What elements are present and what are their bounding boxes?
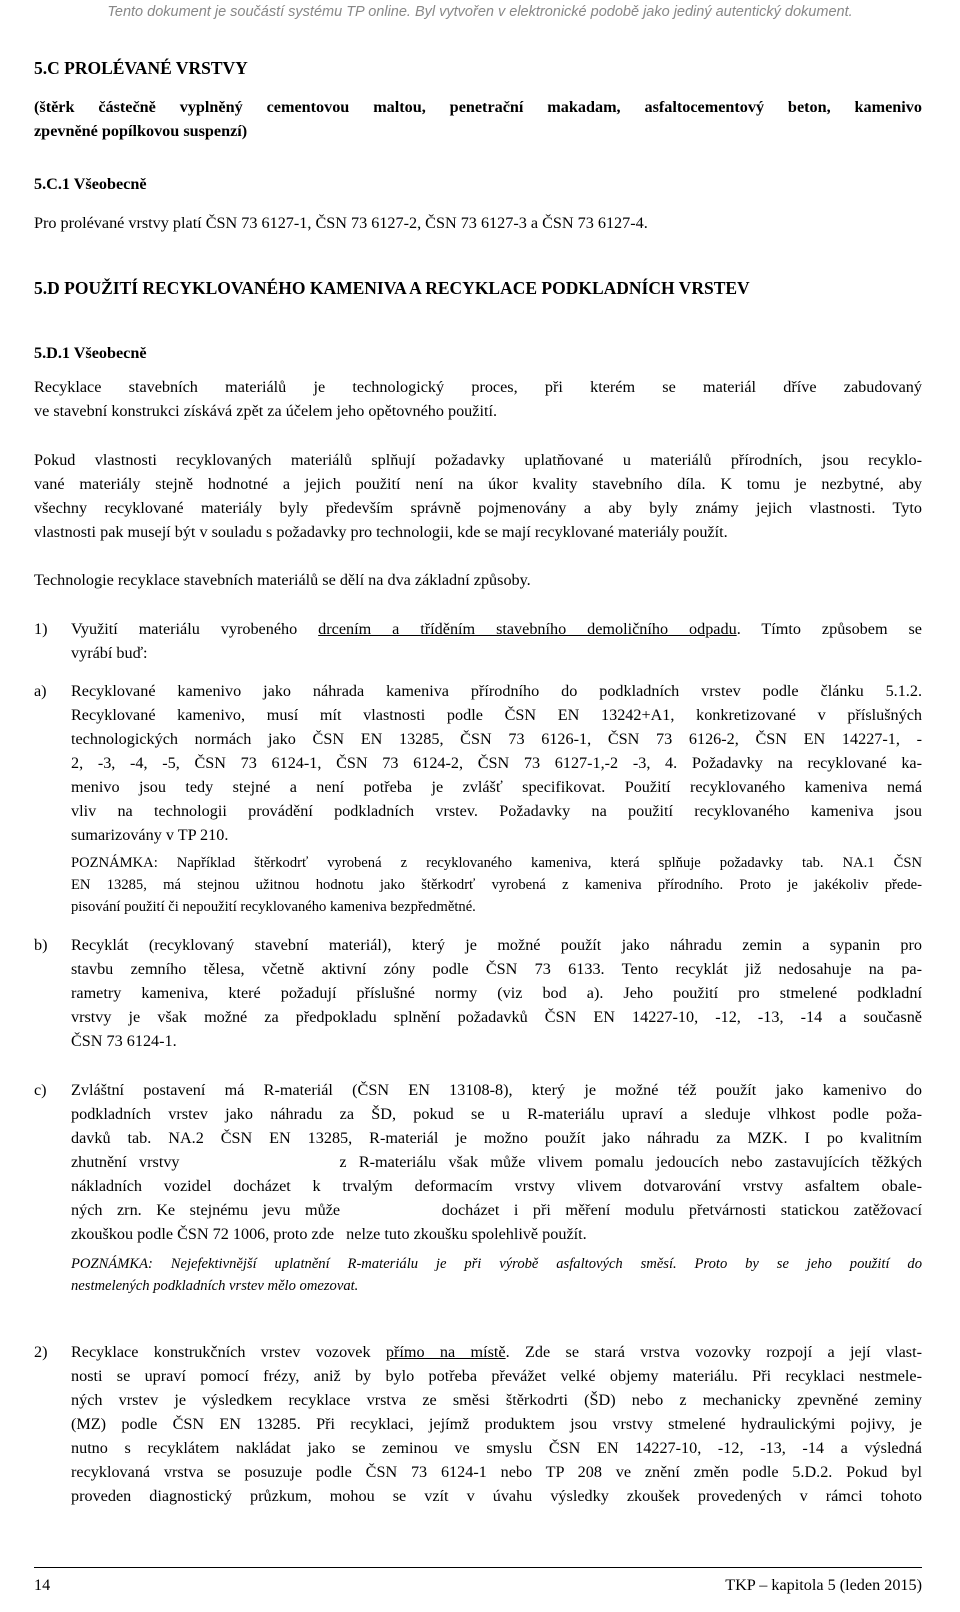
subitem-a-line: technologických normách jako ČSN EN 13285, ČSN 73 6126-1, ČSN 73 6126-2, ČSN EN 14227-1, - bbox=[71, 730, 922, 748]
section-d-title: 5.D POUŽITÍ RECYKLOVANÉHO KAMENIVA A RECYKLACE PODKLADNÍCH VRSTEV bbox=[34, 278, 750, 298]
subitem-c-line: podkladních vrstev jako náhradu za ŠD, pokud se u R-materiálu upraví a sleduje vlhkost podle poža- bbox=[71, 1105, 922, 1123]
note-2-line: POZNÁMKA: Nejefektivnější uplatnění R-materiálu je při výrobě asfaltových směsí. Proto by se jeho použití do bbox=[71, 1256, 922, 1272]
section-c-subtitle-line2: zpevněné popílkovou suspenzí) bbox=[34, 122, 248, 140]
subitem-c-line: zhutnění vrstvy z R-materiálu však může vlivem pomalu jedoucích nebo zastavujících těžkých bbox=[71, 1153, 922, 1171]
note-2-line: nestmelených podkladních vrstev mělo omezovat. bbox=[71, 1278, 359, 1294]
list-item-2-line: nosti se upraví pomocí frézy, aniž by bylo potřeba převážet velké objemy materiálu. Při recyklaci nestmele- bbox=[71, 1367, 922, 1385]
authenticity-banner: Tento dokument je součástí systému TP online. Byl vytvořen v elektronické podobě jako jediný autentický dokument. bbox=[107, 4, 853, 20]
note-1-line: pisování použití či nepoužití recyklovaného kameniva bezpředmětné. bbox=[71, 899, 476, 915]
subitem-c-line: nákladních vozidel docházet k trvalým deformacím vrstvy vlivem dotvarování vrstvy asfaltem obale- bbox=[71, 1177, 922, 1195]
subitem-a-line: Recyklované kamenivo, musí mít vlastnosti podle ČSN EN 13242+A1, konkretizované v příslušných bbox=[71, 706, 922, 724]
subitem-b-line: vrstvy je však možné za předpokladu splnění požadavků ČSN EN 14227-10, -12, -13, -14 a současně bbox=[71, 1008, 922, 1026]
underlined-phrase: přímo na místě bbox=[385, 1343, 506, 1361]
list-item-2-line1: Recyklace konstrukčních vrstev vozovek přímo na místě. Zde se stará vrstva vozovky rozpojí a její vlast- bbox=[71, 1343, 922, 1361]
section-c-title: 5.C PROLÉVANÉ VRSTVY bbox=[34, 58, 248, 78]
d1-paragraph2-line4: vlastnosti pak musejí být v souladu s požadavky pro technologii, kde se mají recyklované materiály použít. bbox=[34, 523, 728, 541]
section-c1-title: 5.C.1 Všeobecně bbox=[34, 175, 147, 193]
section-d1-title: 5.D.1 Všeobecně bbox=[34, 344, 147, 362]
subitem-a-line: vliv na technologii provádění podkladních vrstev. Požadavky na použití recyklovaného kameniva jsou bbox=[71, 802, 922, 820]
subitem-a-line: Recyklované kamenivo jako náhrada kameniva přírodního do podkladních vrstev podle článku 5.1.2. bbox=[71, 682, 922, 700]
subitem-c-line: Zvláštní postavení má R-materiál (ČSN EN 13108-8), který je možné též použít jako kamenivo do bbox=[71, 1081, 922, 1099]
d1-paragraph2-line1: Pokud vlastnosti recyklovaných materiálů splňují požadavky uplatňované u materiálů přírodních, jsou recyklo- bbox=[34, 451, 922, 469]
subitem-a-line: menivo jsou tedy stejné a není potřeba je zvlášť specifikovat. Použití recyklovaného kameniva nemá bbox=[71, 778, 922, 796]
list-item-2-line: ných vrstev je výsledkem recyklace vrstva ze směsi štěrkodrti (ŠD) nebo z mechanicky zpevněné zeminy bbox=[71, 1391, 922, 1409]
subitem-b-line: stavbu zemního tělesa, včetně aktivní zóny podle ČSN 73 6133. Tento recyklát již nedosahuje na pa- bbox=[71, 960, 922, 978]
subitem-b-label: b) bbox=[34, 936, 48, 954]
list-item-2-line: proveden diagnostický průzkum, mohou se vzít v úvahu výsledky zkoušek provedených v rámci tohoto bbox=[71, 1487, 922, 1505]
d1-paragraph2-line2: vané materiály stejně hodnotné a jejich použití není na úkor kvality stavebního díla. K tomu je nezbytné, aby bbox=[34, 475, 922, 493]
subitem-b-line: rametry kameniva, které požadují příslušné normy (viz bod a). Jeho použití pro stmelené podkladní bbox=[71, 984, 922, 1002]
list-item-2-line: recyklovaná vrstva se posuzuje podle ČSN 73 6124-1 nebo TP 208 ve znění změn podle 5.D.2. Pokud byl bbox=[71, 1463, 922, 1481]
subitem-b-line: Recyklát (recyklovaný stavební materiál), který je možné použít jako náhradu zemin a sypanin pro bbox=[71, 936, 922, 954]
list-item-2-line: nutno s recyklátem nakládat jako se zeminou ve smyslu ČSN EN 14227-10, -12, -13, -14 a výsledná bbox=[71, 1439, 922, 1457]
list-item-1-line1: Využití materiálu vyrobeného drcením a tříděním stavebního demoličního odpadu. Tímto způsobem se bbox=[71, 620, 922, 638]
d1-paragraph1-line2: ve stavební konstrukci získává zpět za účelem jeho opětovného použití. bbox=[34, 402, 497, 420]
section-c-subtitle-line1: (štěrk částečně vyplněný cementovou maltou, penetrační makadam, asfaltocementový beton, kamenivo bbox=[34, 98, 922, 116]
subitem-a-label: a) bbox=[34, 682, 47, 700]
subitem-c-label: c) bbox=[34, 1081, 47, 1099]
subitem-a-line: sumarizovány v TP 210. bbox=[71, 826, 229, 844]
d1-paragraph3: Technologie recyklace stavebních materiálů se dělí na dva základní způsoby. bbox=[34, 571, 531, 589]
section-c1-text: Pro prolévané vrstvy platí ČSN 73 6127-1, ČSN 73 6127-2, ČSN 73 6127-3 a ČSN 73 6127-4. bbox=[34, 214, 648, 232]
d1-paragraph1-line1: Recyklace stavebních materiálů je technologický proces, při kterém se materiál dříve zabudovaný bbox=[34, 378, 922, 396]
subitem-c-line: zkouškou podle ČSN 72 1006, proto zde nelze tuto zkoušku spolehlivě použít. bbox=[71, 1225, 587, 1243]
underlined-phrase: drcením a tříděním stavebního demoličního odpadu bbox=[318, 620, 737, 638]
subitem-c-line: davků tab. NA.2 ČSN EN 13285, R-materiál je možno použít jako náhradu za MZK. I po kvalitním bbox=[71, 1129, 922, 1147]
list-item-2-number: 2) bbox=[34, 1343, 48, 1361]
d1-paragraph2-line3: všechny recyklované materiály byly především správně pojmenovány a aby byly známy jejich vlastnosti. Tyto bbox=[34, 499, 922, 517]
list-item-1-number: 1) bbox=[34, 620, 48, 638]
list-item-1-line2: vyrábí buď: bbox=[71, 644, 148, 662]
subitem-b-line: ČSN 73 6124-1. bbox=[71, 1032, 177, 1050]
subitem-a-line: 2, -3, -4, -5, ČSN 73 6124-1, ČSN 73 6124-2, ČSN 73 6127-1,-2 -3, 4. Požadavky na recyklované ka- bbox=[71, 754, 922, 772]
note-1-line: EN 13285, má stejnou užitnou hodnotu jako štěrkodrť vyrobená z kameniva přírodního. Proto je jakékoliv přede- bbox=[71, 877, 922, 893]
footer-doc-label: TKP – kapitola 5 (leden 2015) bbox=[725, 1576, 922, 1594]
list-item-2-line: (MZ) podle ČSN EN 13285. Při recyklaci, jejímž produktem jsou vrstvy stmelené hydraulickými pojivy, je bbox=[71, 1415, 922, 1433]
footer-divider bbox=[34, 1567, 922, 1568]
note-1-line: POZNÁMKA: Například štěrkodrť vyrobená z recyklovaného kameniva, která splňuje požadavky tab. NA.1 ČSN bbox=[71, 855, 922, 871]
subitem-c-line: ných zrn. Ke stejnému jevu může docházet i při měření modulu přetvárnosti statickou zatěžovací bbox=[71, 1201, 922, 1219]
page-number: 14 bbox=[34, 1576, 51, 1594]
